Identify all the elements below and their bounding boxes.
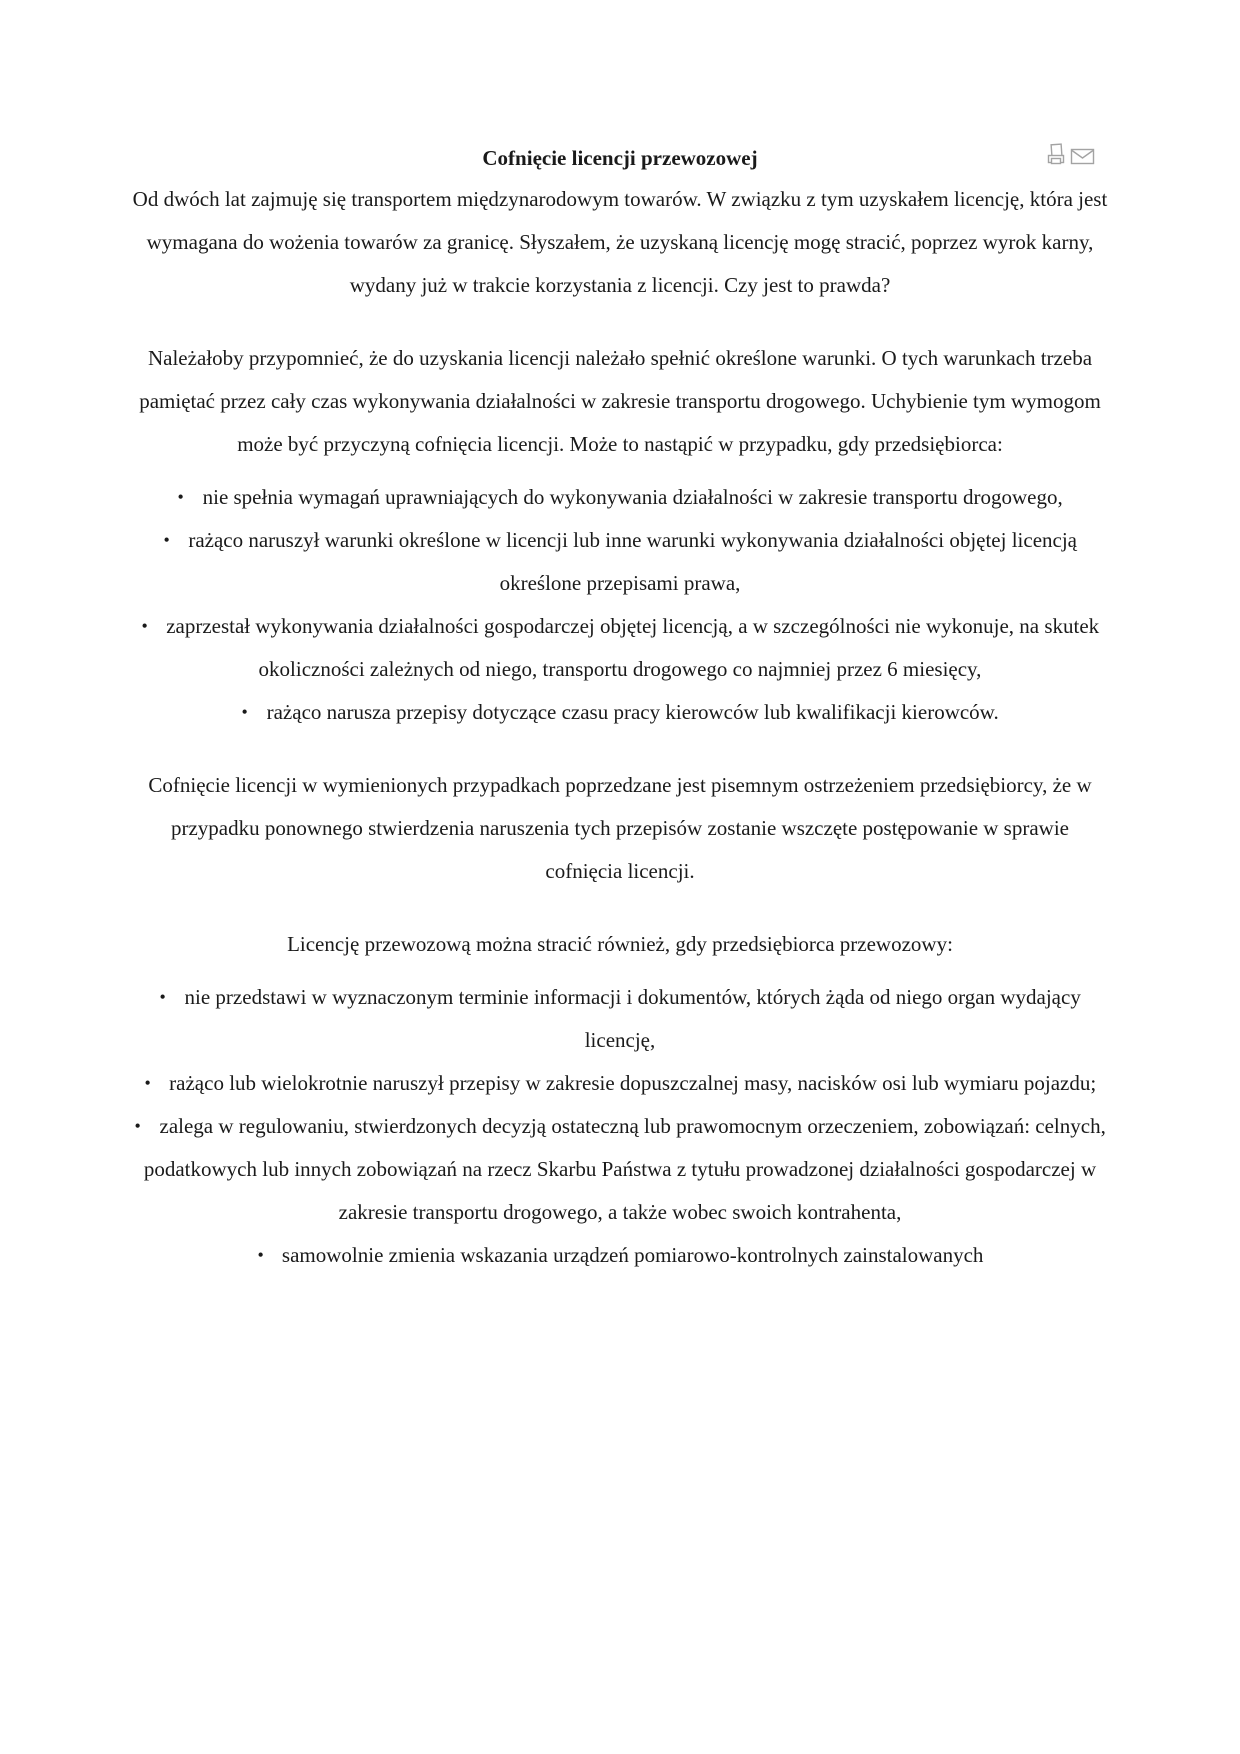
email-icon[interactable] bbox=[1070, 147, 1096, 166]
bullet-icon: • bbox=[163, 529, 170, 551]
list-item-text: samowolnie zmienia wskazania urządzeń pomiarowo-kontrolnych zainstalowanych bbox=[281, 1243, 984, 1267]
document-actions bbox=[1046, 142, 1096, 166]
list-item-text: nie przedstawi w wyznaczonym terminie informacji i dokumentów, których żąda od niego organ wydający licencję, bbox=[184, 985, 1081, 1052]
additional-intro-paragraph: Licencję przewozową można stracić również, gdy przedsiębiorca przewozowy: bbox=[287, 932, 953, 956]
bullet-icon: • bbox=[257, 1244, 264, 1266]
additional-reasons-list bbox=[130, 976, 1110, 1277]
list-item bbox=[130, 691, 1110, 734]
bullet-icon: • bbox=[241, 701, 249, 723]
list-item bbox=[130, 476, 1110, 519]
list-item-text: zaprzestał wykonywania działalności gospodarczej objętej licencją, a w szczególności nie wykonuje, na skutek okoliczności zależnych od niego, transportu drogowego co najmniej przez 6 miesięcy, bbox=[166, 614, 1100, 681]
list-item bbox=[130, 1105, 1110, 1234]
list-item bbox=[130, 519, 1110, 605]
list-item bbox=[130, 1234, 1110, 1277]
bullet-icon: • bbox=[141, 615, 148, 637]
list-item-text: zalega w regulowaniu, stwierdzonych decyzją ostateczną lub prawomocnym orzeczeniem, zobowiązań: celnych, podatkowych lub innych zobowiązań na rzecz Skarbu Państwa z tytułu prowadzonej działalności gospodarczej w zakresie transportu drogowego, a także wobec swoich kontrahenta, bbox=[143, 1114, 1106, 1224]
warning-paragraph: Cofnięcie licencji w wymienionych przypadkach poprzedzane jest pisemnym ostrzeżeniem przedsiębiorcy, że w przypadku ponownego stwierdzenia naruszenia tych przepisów zostanie wszczęte postępowanie w sprawie cofnięcia licencji. bbox=[148, 773, 1092, 883]
answer-intro-paragraph: Należałoby przypomnieć, że do uzyskania licencji należało spełnić określone warunki. O tych warunkach trzeba pamiętać przez cały czas wykonywania działalności w zakresie transportu drogowego. Uchybienie tym wymogom może być przyczyną cofnięcia licencji. Może to nastąpić w przypadku, gdy przedsiębiorca: bbox=[139, 346, 1101, 456]
question-paragraph: Od dwóch lat zajmuję się transportem międzynarodowym towarów. W związku z tym uzyskałem licencję, która jest wymagana do wożenia towarów za granicę. Słyszałem, że uzyskaną licencję mogę stracić, poprzez wyrok karny, wydany już w trakcie korzystania z licencji. Czy jest to prawda? bbox=[132, 187, 1108, 297]
bullet-icon: • bbox=[159, 986, 166, 1008]
bullet-icon: • bbox=[134, 1115, 141, 1137]
list-item bbox=[130, 605, 1110, 691]
print-icon[interactable] bbox=[1046, 142, 1068, 166]
list-item-text: rażąco narusza przepisy dotyczące czasu pracy kierowców lub kwalifikacji kierowców. bbox=[266, 700, 999, 724]
list-item bbox=[130, 1062, 1110, 1105]
page-title: Cofnięcie licencji przewozowej bbox=[482, 146, 758, 170]
primary-reasons-list bbox=[130, 476, 1110, 734]
list-item-text: rażąco lub wielokrotnie naruszył przepisy w zakresie dopuszczalnej masy, nacisków osi lub wymiaru pojazdu; bbox=[169, 1071, 1097, 1095]
bullet-icon: • bbox=[144, 1072, 151, 1094]
list-item-text: nie spełnia wymagań uprawniających do wykonywania działalności w zakresie transportu drogowego, bbox=[202, 485, 1063, 509]
list-item-text: rażąco naruszył warunki określone w licencji lub inne warunki wykonywania działalności objętej licencją określone przepisami prawa, bbox=[188, 528, 1078, 595]
bullet-icon: • bbox=[177, 486, 185, 508]
list-item bbox=[130, 976, 1110, 1062]
